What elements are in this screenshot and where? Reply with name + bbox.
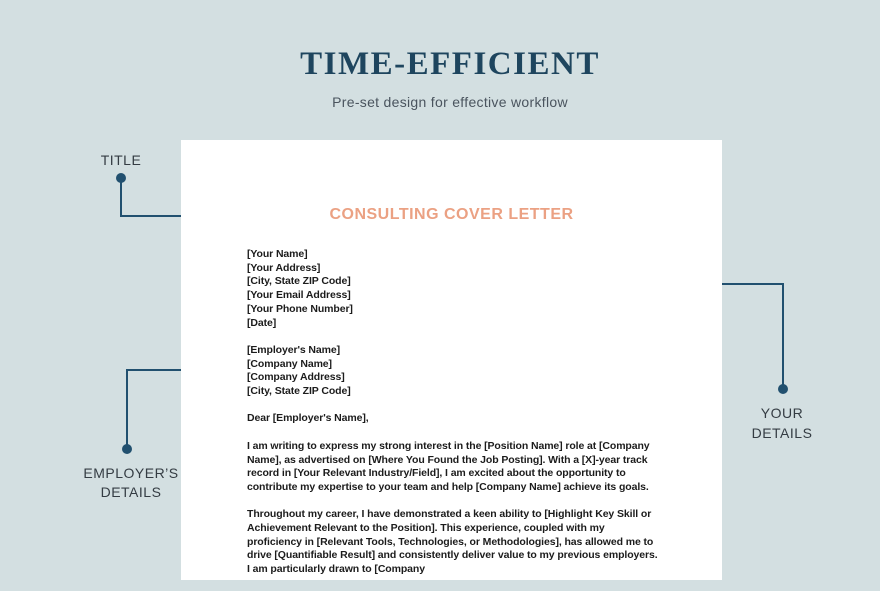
page-subtitle: Pre-set design for effective workflow <box>332 94 568 110</box>
sender-date-line: [Date] <box>247 316 277 329</box>
sender-phone-line: [Your Phone Number] <box>247 302 353 315</box>
annotation-employer-label-line2: DETAILS <box>100 484 162 500</box>
annotation-title-label: TITLE <box>100 152 142 168</box>
sender-email-line: [Your Email Address] <box>247 289 351 302</box>
annotation-employer-label-line1: EMPLOYER’S <box>83 465 179 481</box>
letter-paragraph: Throughout my career, I have demonstrated a keen ability to [Highlight Key Skill or Achievement Relevant to the Position]. This experience, coupled with my proficiency in [Relevant Tools, Technologies, or Methodologies], has allowed me to drive [Quantifiable Result] and consistently deliver value to my previous employers. I am particularly drawn to [Company <box>247 508 658 576</box>
annotation-your-details-label <box>707 403 857 443</box>
salutation-line: Dear [Employer's Name], <box>247 412 369 425</box>
sender-city-line: [City, State ZIP Code] <box>247 275 351 288</box>
recipient-details-block <box>247 344 661 399</box>
sender-address-line: [Your Address] <box>247 261 321 274</box>
recipient-name-line: [Employer's Name] <box>247 343 340 356</box>
connector-dot-employer <box>122 444 132 454</box>
employer-connector-line-vertical <box>126 369 128 449</box>
connector-dot-your-details <box>778 384 788 394</box>
sender-name-line: [Your Name] <box>247 248 308 260</box>
letter-paragraph: I am writing to express my strong interest in the [Position Name] role at [Company Name], as advertised on [Where You Found the Job Posting]. With a [X]-year track record in [Your Relevant Industry/Field], I am excited about the opportunity to contribute my expertise to your team and help [Company Name] achieve its goals. <box>247 439 650 493</box>
document-preview <box>181 140 722 580</box>
your-details-connector-line-vertical <box>782 283 784 389</box>
letter-body <box>247 248 661 591</box>
letter-title: CONSULTING COVER LETTER <box>329 206 574 223</box>
recipient-city-line: [City, State ZIP Code] <box>247 385 351 398</box>
recipient-company-address-line: [Company Address] <box>247 371 345 384</box>
annotation-your-details-label-line1: YOUR <box>760 405 804 421</box>
title-connector-line-vertical <box>120 178 122 216</box>
sender-details-block <box>247 248 661 330</box>
annotation-your-details-label-line2: DETAILS <box>751 425 813 441</box>
recipient-company-line: [Company Name] <box>247 357 332 370</box>
page-title: TIME-EFFICIENT <box>300 46 600 82</box>
